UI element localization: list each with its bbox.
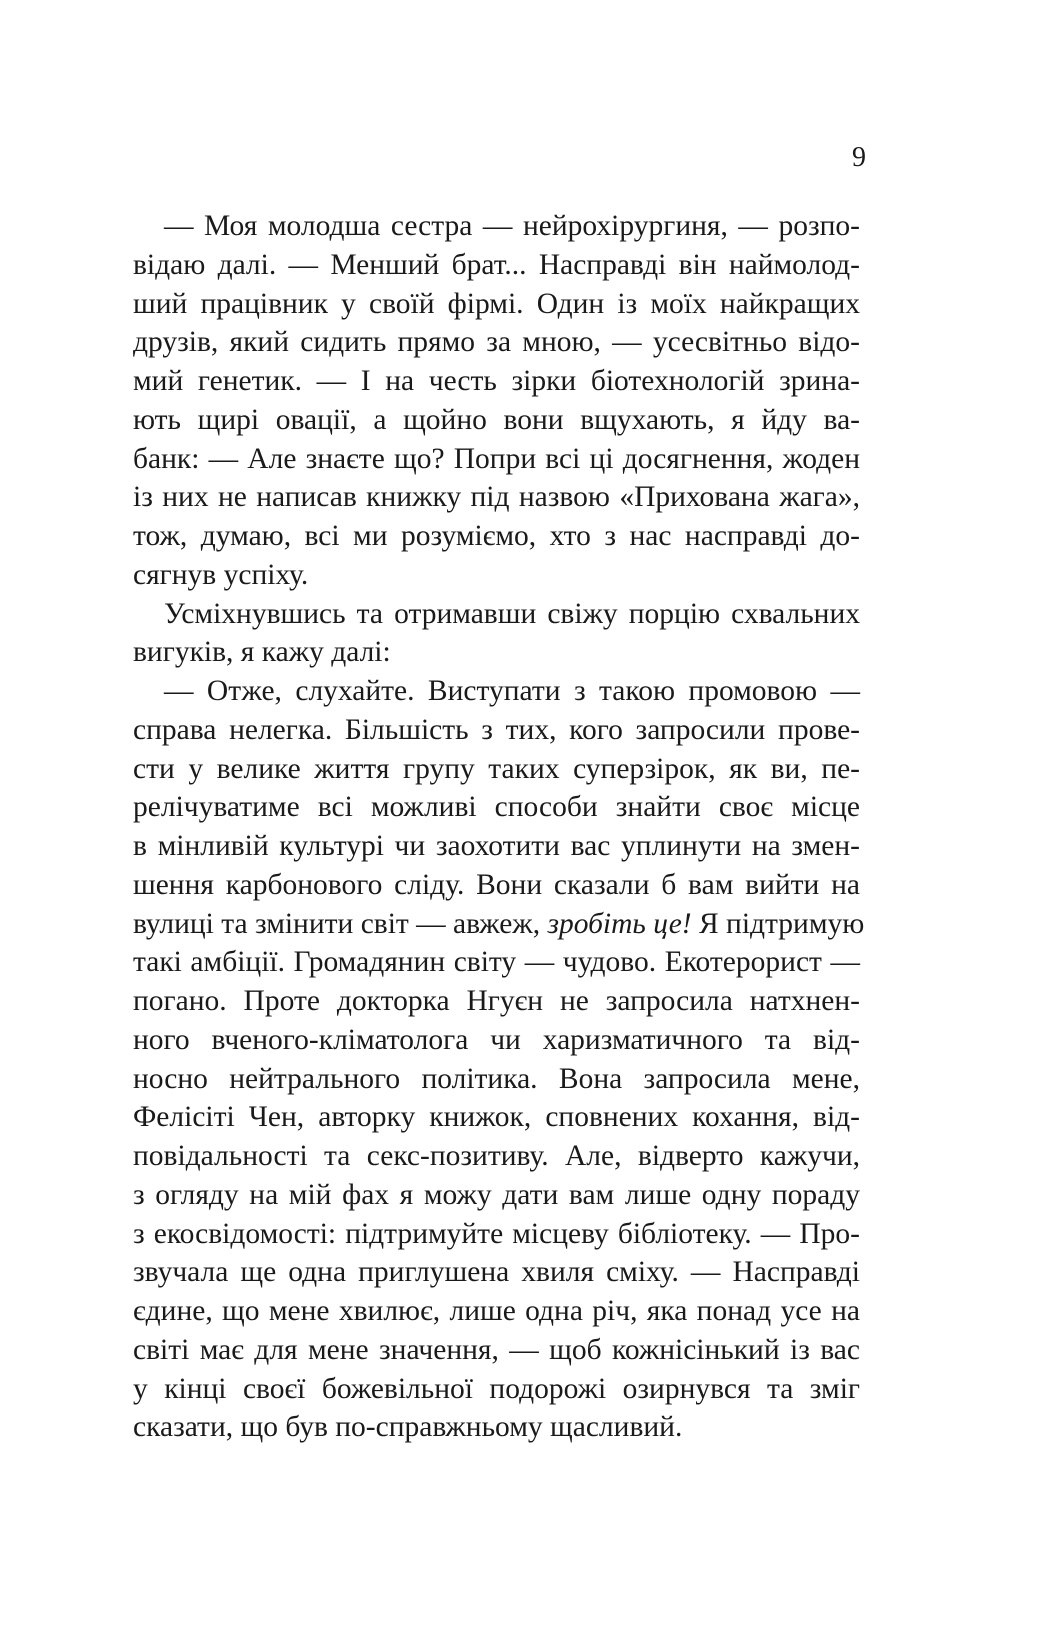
- text-line: ного вченого-кліматолога чи харизматичного та від-: [133, 1023, 860, 1056]
- text-line: такі амбіції. Громадянин світу — чудово. Екотерорист —: [133, 946, 860, 979]
- text-line: банк: — Але знаєте що? Попри всі ці досягнення, жоден: [133, 442, 860, 475]
- page-number: 9: [852, 142, 866, 173]
- text-line: відаю далі. — Менший брат... Насправді він наймолод-: [133, 248, 860, 281]
- italic-phrase: зробіть це!: [547, 907, 692, 940]
- text-line: мий генетик. — І на честь зірки біотехнологій зрина-: [133, 365, 860, 397]
- text-line: ють щирі овації, а щойно вони вщухають, я йду ва-: [133, 403, 860, 436]
- text-line: Фелісіті Чен, авторку книжок, сповнених кохання, від-: [133, 1101, 860, 1134]
- text-line: повідальності та секс-позитиву. Але, відверто кажучи,: [133, 1140, 860, 1172]
- text-line: ший працівник у своїй фірмі. Один із моїх найкращих: [133, 287, 860, 320]
- text-line: друзів, який сидить прямо за мною, — усесвітньо відо-: [133, 326, 860, 359]
- text-line: сти у велике життя групу таких суперзірок, як ви, пе-: [133, 752, 860, 785]
- text-line-mixed: [133, 905, 865, 944]
- text-line: у кінці своєї божевільної подорожі озирнувся та зміг: [133, 1372, 860, 1405]
- text-line: справа нелегка. Більшість з тих, кого запросили прове-: [133, 713, 860, 746]
- text-line: шення карбонового сліду. Вони сказали б вам вийти на: [133, 868, 860, 901]
- text-line: Усміхнувшись та отримавши свіжу порцію схвальних: [164, 597, 860, 630]
- text-line: носно нейтрального політика. Вона запросила мене,: [133, 1062, 860, 1095]
- text-line: єдине, що мене хвилює, лише одна річ, яка понад усе на: [133, 1295, 860, 1327]
- text-line: з огляду на мій фах я можу дати вам лише одну пораду: [133, 1178, 860, 1211]
- text-segment: Я підтримую: [691, 907, 865, 940]
- text-line: сказати, що був по-справжньому щасливий.: [133, 1411, 683, 1444]
- text-segment: вулиці та змінити світ — авжеж,: [133, 907, 548, 940]
- text-line: — Отже, слухайте. Виступати з такою промовою —: [164, 675, 860, 707]
- text-line: тож, думаю, всі ми розуміємо, хто з нас насправді до-: [133, 520, 860, 552]
- text-line: погано. Проте докторка Нгуєн не запросила натхнен-: [133, 985, 860, 1017]
- text-line: із них не написав книжку під назвою «Прихована жага»,: [133, 481, 860, 514]
- text-line: вигуків, я кажу далі:: [133, 636, 391, 669]
- text-line: світі має для мене значення, — щоб кожнісінький із вас: [133, 1333, 860, 1366]
- text-line: в мінливій культурі чи заохотити вас уплинути на змен-: [133, 830, 860, 862]
- text-line: релічуватиме всі можливі способи знайти своє місце: [133, 791, 860, 824]
- text-line: сягнув успіху.: [133, 558, 309, 591]
- body-text: [133, 207, 865, 1447]
- text-line: звучала ще одна приглушена хвиля сміху. — Насправді: [133, 1256, 860, 1289]
- text-line: з екосвідомості: підтримуйте місцеву бібліотеку. — Про-: [133, 1217, 860, 1250]
- text-line: — Моя молодша сестра — нейрохірургиня, — розпо-: [164, 210, 860, 242]
